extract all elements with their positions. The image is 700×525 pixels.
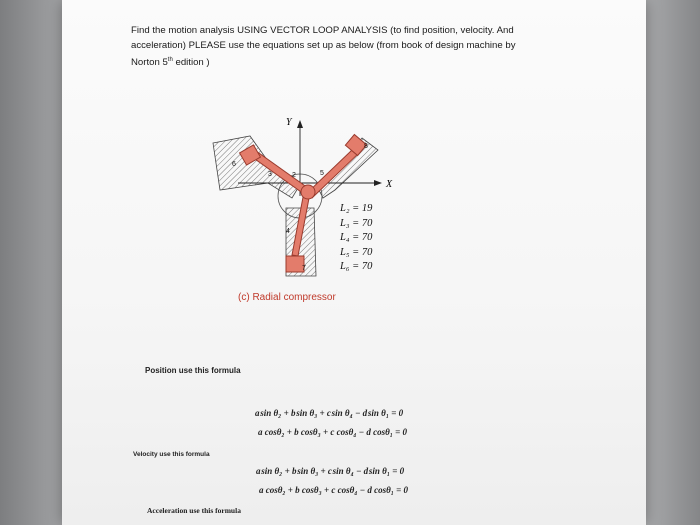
velocity-equation-cos: a cosθ₂ + b cosθ₃ + c cosθ₄ − d cosθ₁ = 0 bbox=[259, 485, 409, 495]
question-line-3-text: Norton 5 bbox=[131, 57, 168, 69]
x-axis-label: X bbox=[386, 179, 393, 190]
length-l4: L₄ = 70 bbox=[340, 232, 373, 243]
question-line-2: acceleration) PLEASE use the equations set up as below (from book of design machine by bbox=[131, 40, 516, 51]
position-equation-sin: a sin θ₂ + b sin θ₃ + c sin θ₄ − d sin θ₁ = 0 bbox=[255, 408, 404, 418]
link-lengths bbox=[340, 202, 372, 275]
radial-compressor-diagram bbox=[190, 108, 430, 308]
y-axis-label: Y bbox=[286, 117, 292, 128]
link-label-8: 8 bbox=[364, 143, 368, 150]
position-equation-cos: a cosθ₂ + b cosθ₃ + c cosθ₄ − d cosθ₁ = 0 bbox=[258, 427, 408, 437]
link-label-5: 5 bbox=[320, 170, 324, 177]
edition-superscript: th bbox=[167, 57, 173, 63]
question-line-3-tail: edition ) bbox=[172, 57, 210, 69]
figure-caption: (c) Radial compressor bbox=[238, 292, 336, 303]
link-label-2: 2 bbox=[292, 172, 296, 179]
velocity-label: Velocity use this formula bbox=[133, 451, 210, 458]
x-axis-arrow bbox=[374, 180, 382, 186]
crank-2 bbox=[301, 185, 315, 199]
y-axis-arrow bbox=[297, 120, 303, 128]
background-left bbox=[0, 0, 62, 525]
length-l5: L₅ = 70 bbox=[340, 246, 373, 258]
link-label-3: 3 bbox=[268, 171, 272, 178]
length-l6: L₆ = 70 bbox=[340, 261, 373, 272]
question-line-1: Find the motion analysis USING VECTOR LOOP ANALYSIS (to find position, velocity. And bbox=[131, 25, 514, 36]
link-label-6: 6 bbox=[232, 161, 236, 168]
acceleration-label: Acceleration use this formula bbox=[147, 506, 241, 515]
link-label-7: 7 bbox=[302, 265, 306, 272]
link-label-4: 4 bbox=[286, 228, 290, 235]
velocity-equation-sin: a sin θ₂ + b sin θ₃ + c sin θ₄ − d sin θ₁ = 0 bbox=[256, 466, 405, 476]
background-right bbox=[646, 0, 700, 525]
length-l2: L₂ = 19 bbox=[340, 203, 373, 214]
position-label: Position use this formula bbox=[145, 366, 241, 375]
length-l3: L₃ = 70 bbox=[340, 217, 373, 229]
question-text bbox=[131, 23, 561, 70]
question-line-3 bbox=[131, 53, 561, 70]
